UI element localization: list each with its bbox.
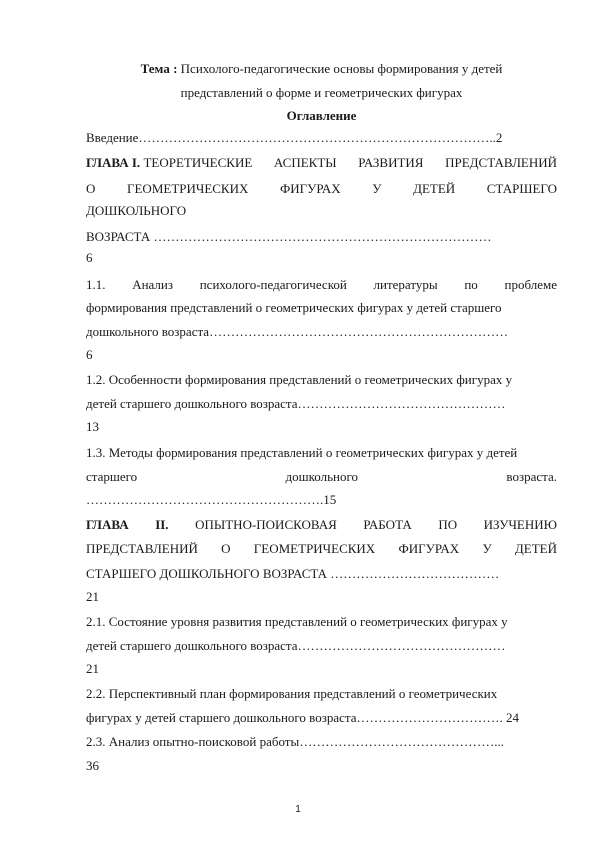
word: литературы [373, 277, 438, 292]
toc-section-1-1-line-2: формирования представлений о геометрических фигурах у детей старшего [86, 300, 502, 315]
toc-section-1-3-line-2 [86, 469, 557, 485]
toc-section-2-1-line-1: 2.1. Состояние уровня развития представлений о геометрических фигурах у [86, 614, 508, 629]
toc-chapter-1-line-3: ДОШКОЛЬНОГО [86, 203, 187, 218]
toc-chapter-1-line-2 [86, 181, 557, 197]
word: РАБОТА [363, 517, 412, 532]
word: ПРЕДСТАВЛЕНИЙ [445, 155, 557, 170]
word: проблеме [504, 277, 557, 292]
toc-section-1-1-page: 6 [86, 347, 93, 362]
toc-section-2-2-line-2: фигурах у детей старшего дошкольного возраста……………………………. 24 [86, 710, 520, 725]
toc-entry-intro: Введение………………………………………………………………………..2 [86, 130, 503, 145]
word: ГЕОМЕТРИЧЕСКИХ [126, 181, 249, 196]
toc-section-2-1-page: 21 [86, 661, 99, 676]
toc-chapter-2-line-3: СТАРШЕГО ДОШКОЛЬНОГО ВОЗРАСТА ………………………………… [86, 566, 500, 581]
toc-section-1-1-line-3: дошкольного возраста…………………………………………………………… [86, 324, 509, 339]
word: 1.1. [86, 277, 106, 292]
toc-section-1-1-line-1 [86, 277, 557, 293]
word: ФИГУРАХ [398, 541, 460, 556]
word: возраста. [506, 469, 557, 484]
word: ДЕТЕЙ [413, 181, 456, 196]
word: СТАРШЕГО [486, 181, 557, 196]
word: психолого-педагогической [199, 277, 347, 292]
word: старшего [86, 469, 138, 484]
word: ГЕОМЕТРИЧЕСКИХ [253, 541, 376, 556]
toc-section-2-3-page: 36 [86, 758, 99, 773]
word: РАЗВИТИЯ [358, 155, 424, 170]
toc-chapter-2-line-1 [86, 517, 557, 533]
topic-line-1 [86, 61, 557, 77]
word: ДЕТЕЙ [514, 541, 557, 556]
word: ИЗУЧЕНИЮ [483, 517, 557, 532]
page-number: 1 [295, 804, 301, 815]
word: У [482, 541, 492, 556]
word: ПРЕДСТАВЛЕНИЙ [86, 541, 198, 556]
toc-section-2-3-line-1: 2.3. Анализ опытно-поисковой работы………………………………………... [86, 734, 504, 749]
toc-section-1-3-line-3: ……………………………………………….15 [86, 492, 337, 507]
word: II. [155, 517, 169, 532]
toc-section-1-2-page: 13 [86, 419, 99, 434]
toc-section-1-2-line-2: детей старшего дошкольного возраста………………………………………… [86, 396, 506, 411]
toc-chapter-1-line-1 [86, 155, 557, 171]
topic-line-2: представлений о форме и геометрических фигурах [180, 85, 463, 100]
word: ГЛАВА [86, 517, 129, 532]
word: О [221, 541, 231, 556]
toc-chapter-2-page: 21 [86, 589, 99, 604]
chapter-1-label: ГЛАВА I. ТЕОРЕТИЧЕСКИЕ [86, 155, 253, 170]
word: О [86, 181, 96, 196]
topic-text-1: Психолого-педагогические основы формирования у детей [180, 61, 503, 76]
word: по [464, 277, 478, 292]
toc-section-2-2-line-1: 2.2. Перспективный план формирования представлений о геометрических [86, 686, 498, 701]
toc-chapter-2-line-2 [86, 541, 557, 557]
toc-section-1-2-line-1: 1.2. Особенности формирования представлений о геометрических фигурах у [86, 372, 513, 387]
toc-section-1-3-line-1: 1.3. Методы формирования представлений о геометрических фигурах у детей [86, 445, 518, 460]
word: ПО [438, 517, 458, 532]
word: ОПЫТНО-ПОИСКОВАЯ [195, 517, 337, 532]
toc-chapter-1-line-4: ВОЗРАСТА …………………………………………………………………… [86, 229, 492, 244]
toc-chapter-1-page: 6 [86, 250, 93, 265]
word: АСПЕКТЫ [273, 155, 337, 170]
topic-label: Тема : [140, 61, 178, 76]
word: Анализ [132, 277, 174, 292]
word: дошкольного [285, 469, 359, 484]
word: У [372, 181, 382, 196]
word: ФИГУРАХ [279, 181, 341, 196]
toc-section-2-1-line-2: детей старшего дошкольного возраста………………………………………… [86, 638, 506, 653]
toc-heading: Оглавление [286, 108, 357, 123]
